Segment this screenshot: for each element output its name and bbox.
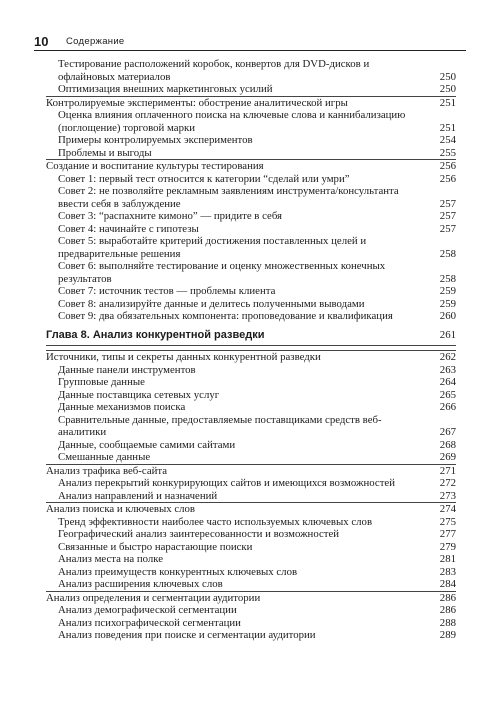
toc-entry-page: 259 bbox=[439, 285, 456, 297]
toc-entry-page: 275 bbox=[439, 515, 456, 528]
toc-entry-page: 258 bbox=[439, 272, 456, 285]
toc-entry-title: Групповые данные bbox=[58, 376, 145, 388]
toc-entry bbox=[46, 298, 456, 311]
toc-entry-title: Тренд эффективности наиболее часто используемых ключевых слов bbox=[58, 515, 373, 528]
toc-section bbox=[46, 591, 456, 605]
toc-entry-page: 255 bbox=[439, 146, 456, 159]
toc-entry-title: Сравнительные данные, предоставляемые поставщиками средств веб-аналитики bbox=[58, 413, 382, 438]
toc-entry bbox=[46, 210, 456, 223]
toc-entry-title: Данные, сообщаемые самими сайтами bbox=[58, 438, 236, 451]
toc-section bbox=[46, 96, 456, 110]
toc-entry-title: Анализ определения и сегментации аудитории bbox=[46, 591, 261, 604]
toc-entry bbox=[46, 604, 456, 617]
toc-entry-title: Оптимизация внешних маркетинговых усилий bbox=[58, 83, 273, 95]
toc-entry-title: Примеры контролируемых экспериментов bbox=[58, 134, 253, 146]
toc-entry-title: Анализ поиска и ключевых слов bbox=[46, 503, 196, 515]
toc-entry bbox=[46, 376, 456, 389]
toc-entry bbox=[46, 578, 456, 591]
toc-entry bbox=[46, 414, 456, 439]
toc-entry bbox=[46, 173, 456, 186]
toc-entry-page: 262 bbox=[439, 351, 456, 363]
toc-entry-title: Совет 6: выполняйте тестирование и оценку множественных конечных результатов bbox=[58, 260, 386, 285]
toc-entry-page: 256 bbox=[439, 160, 456, 172]
toc-entry-title: Данные поставщика сетевых услуг bbox=[58, 388, 220, 401]
toc-entry-page: 284 bbox=[439, 578, 456, 590]
table-of-contents bbox=[46, 58, 456, 642]
toc-entry bbox=[46, 285, 456, 298]
toc-entry-title: Создание и воспитание культуры тестирования bbox=[46, 160, 264, 172]
toc-entry bbox=[46, 490, 456, 503]
toc-entry-page: 272 bbox=[439, 477, 456, 489]
toc-entry-page: 273 bbox=[439, 489, 456, 502]
toc-entry-title: Совет 5: выработайте критерий достижения поставленных целей и предварительные решения bbox=[58, 235, 367, 260]
toc-entry-title: Совет 2: не позволяйте рекламным заявлениям инструмента/консультанта ввести себя в заблуждение bbox=[58, 185, 399, 210]
toc-entry-page: 250 bbox=[439, 70, 456, 83]
toc-entry-title: Контролируемые эксперименты: обострение аналитической игры bbox=[46, 96, 348, 109]
toc-entry bbox=[46, 541, 456, 554]
chapter-heading bbox=[46, 323, 456, 347]
toc-entry-page: 257 bbox=[439, 197, 456, 210]
toc-entry-page: 271 bbox=[439, 464, 456, 477]
toc-entry bbox=[46, 364, 456, 377]
toc-entry-title: Анализ демографической сегментации bbox=[58, 604, 237, 616]
toc-entry bbox=[46, 235, 456, 260]
toc-entry-page: 257 bbox=[439, 210, 456, 222]
toc-entry-title: Проблемы и выгоды bbox=[58, 146, 152, 159]
toc-entry bbox=[46, 629, 456, 642]
toc-entry bbox=[46, 109, 456, 134]
toc-entry-page: 260 bbox=[439, 310, 456, 322]
toc-entry-page: 261 bbox=[439, 328, 456, 341]
toc-entry-title: Совет 9: два обязательных компонента: проповедование и квалификация bbox=[58, 310, 393, 322]
toc-entry-title: Совет 8: анализируйте данные и делитесь полученными выводами bbox=[58, 297, 365, 310]
toc-section bbox=[46, 350, 456, 364]
toc-entry bbox=[46, 516, 456, 529]
toc-entry bbox=[46, 401, 456, 414]
toc-entry bbox=[46, 58, 456, 83]
toc-entry bbox=[46, 439, 456, 452]
toc-entry-page: 266 bbox=[439, 401, 456, 413]
toc-entry bbox=[46, 83, 456, 96]
toc-entry-title: Анализ поведения при поиске и сегментации аудитории bbox=[58, 629, 316, 641]
toc-entry-page: 268 bbox=[439, 438, 456, 451]
toc-entry bbox=[46, 223, 456, 236]
toc-entry-page: 250 bbox=[439, 83, 456, 95]
page-number: 10 bbox=[34, 34, 49, 49]
toc-entry-title: Тестирование расположений коробок, конвертов для DVD-дисков и офлайновых материалов bbox=[58, 58, 370, 83]
running-title: Содержание bbox=[66, 36, 125, 47]
toc-entry-page: 288 bbox=[439, 616, 456, 629]
toc-entry bbox=[46, 477, 456, 490]
toc-entry-title: Источники, типы и секреты данных конкурентной разведки bbox=[46, 351, 321, 363]
toc-entry-title: Данные панели инструментов bbox=[58, 363, 196, 376]
toc-entry-page: 259 bbox=[439, 297, 456, 310]
toc-entry-title: Совет 7: источник тестов — проблемы клиента bbox=[58, 285, 276, 297]
toc-entry-page: 254 bbox=[439, 134, 456, 146]
toc-entry-title: Анализ перекрытий конкурирующих сайтов и имеющихся возможностей bbox=[58, 477, 396, 489]
header-rule bbox=[34, 50, 466, 51]
toc-entry bbox=[46, 310, 456, 323]
toc-entry-page: 277 bbox=[439, 528, 456, 540]
toc-entry-title: Анализ трафика веб-сайта bbox=[46, 464, 168, 477]
toc-section bbox=[46, 464, 456, 478]
toc-entry bbox=[46, 260, 456, 285]
toc-entry-page: 264 bbox=[439, 376, 456, 388]
toc-entry-title: Анализ психографической сегментации bbox=[58, 616, 241, 629]
toc-entry-page: 283 bbox=[439, 565, 456, 578]
toc-entry-page: 258 bbox=[439, 247, 456, 260]
toc-entry bbox=[46, 389, 456, 402]
toc-entry bbox=[46, 617, 456, 630]
toc-entry-title: Анализ расширения ключевых слов bbox=[58, 578, 223, 590]
toc-entry-page: 251 bbox=[439, 96, 456, 109]
toc-entry bbox=[46, 553, 456, 566]
toc-entry-title: Анализ места на полке bbox=[58, 553, 164, 565]
toc-entry-title: Анализ преимуществ конкурентных ключевых слов bbox=[58, 565, 298, 578]
toc-entry-page: 263 bbox=[439, 363, 456, 376]
toc-entry-page: 279 bbox=[439, 540, 456, 553]
toc-entry-title: Географический анализ заинтересованности и возможностей bbox=[58, 528, 340, 540]
toc-entry-title: Связанные и быстро нарастающие поиски bbox=[58, 540, 253, 553]
toc-entry bbox=[46, 528, 456, 541]
toc-entry-page: 265 bbox=[439, 388, 456, 401]
toc-section bbox=[46, 502, 456, 516]
toc-entry bbox=[46, 185, 456, 210]
toc-entry-page: 281 bbox=[439, 553, 456, 565]
page-header bbox=[34, 34, 466, 54]
toc-entry-title: Совет 4: начинайте с гипотезы bbox=[58, 222, 199, 235]
toc-section bbox=[46, 159, 456, 173]
toc-entry-title: Смешанные данные bbox=[58, 451, 151, 463]
toc-entry-page: 267 bbox=[439, 426, 456, 438]
toc-entry-title: Оценка влияния оплаченного поиска на ключевые слова и каннибализацию (поглощение) торговой марки bbox=[58, 109, 406, 134]
toc-entry-page: 257 bbox=[439, 222, 456, 235]
toc-entry bbox=[46, 566, 456, 579]
toc-entry-title: Анализ направлений и назначений bbox=[58, 489, 218, 502]
toc-entry-title: Данные механизмов поиска bbox=[58, 401, 186, 413]
toc-entry-page: 286 bbox=[439, 591, 456, 604]
toc-entry-title: Совет 1: первый тест относится к категории “сделай или умри” bbox=[58, 172, 350, 185]
toc-entry-page: 289 bbox=[439, 629, 456, 641]
toc-entry-page: 274 bbox=[439, 503, 456, 515]
toc-entry-title: Глава 8. Анализ конкурентной разведки bbox=[46, 328, 265, 341]
toc-entry-page: 269 bbox=[439, 451, 456, 463]
toc-entry bbox=[46, 451, 456, 464]
toc-entry bbox=[46, 134, 456, 147]
toc-entry bbox=[46, 147, 456, 160]
toc-entry-page: 251 bbox=[439, 121, 456, 134]
toc-entry-title: Совет 3: “распахните кимоно” — придите в себя bbox=[58, 210, 283, 222]
toc-entry-page: 256 bbox=[439, 172, 456, 185]
toc-entry-page: 286 bbox=[439, 604, 456, 616]
